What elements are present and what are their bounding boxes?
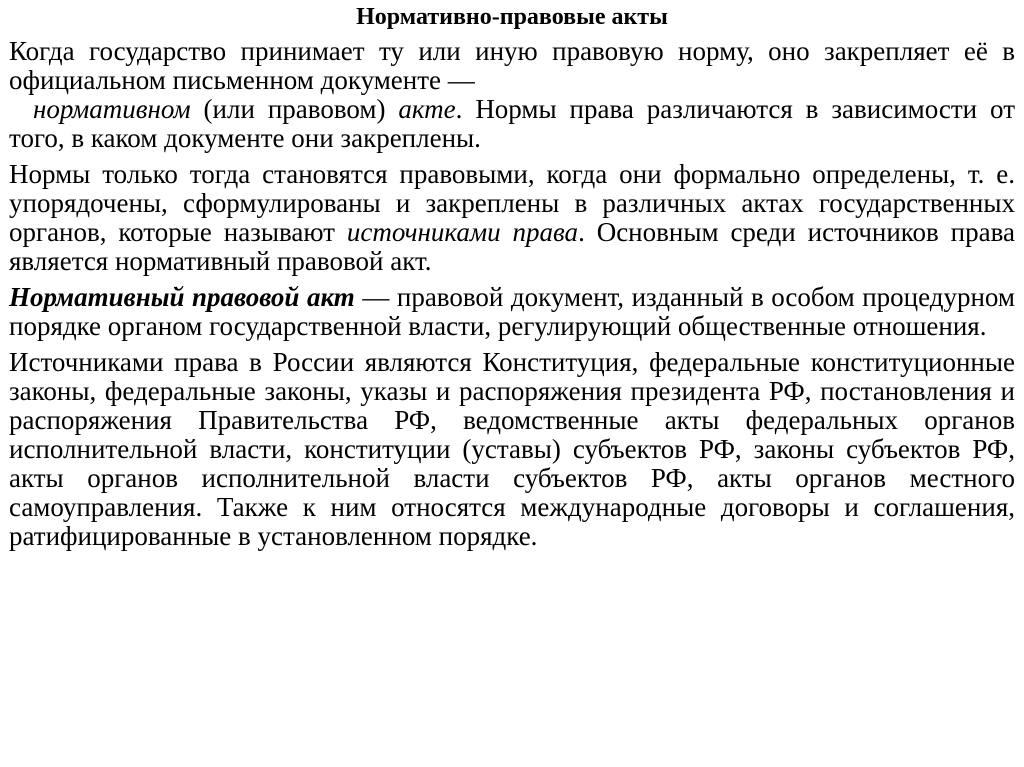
paragraph-1 <box>9 37 1015 153</box>
p2-end: . Основным среди источников права является нормативный правовой акт. <box>9 217 1015 276</box>
p1-line1: Когда государство принимает ту или иную правовую норму, оно закрепляет её в официальном письменном документе — <box>9 36 1015 95</box>
p3-rest: — правовой документ, изданный в особом процедурном порядке органом государственной власти, регулирующий общественные отношения. <box>9 282 1016 341</box>
paragraph-3 <box>9 283 1015 341</box>
p1-term-normative: нормативном <box>33 94 191 124</box>
paragraph-2 <box>9 160 1015 276</box>
p2-term-sources: источниками права <box>346 217 579 247</box>
p1-mid: (или правовом) <box>203 94 386 124</box>
p1-term-act: акте <box>398 94 456 124</box>
paragraph-4 <box>9 348 1015 551</box>
p1-indent <box>9 94 33 124</box>
p3-term-definition: Нормативный правовой акт <box>9 282 355 312</box>
p1-rest: . Нормы права различаются в зависимости от того, в каком документе они закреплены. <box>9 94 1015 153</box>
page-title: Нормативно-правовые акты <box>356 4 668 30</box>
p2-start: Нормы только тогда становятся правовыми, когда они формально определены, т. е. упорядочены, сформулированы и закреплены в различных актах государственных органов, которые называют <box>9 159 1015 247</box>
p4-text: Источниками права в России являются Конституция, федеральные конституционные законы, федеральные законы, указы и распоряжения президента РФ, постановления и распоряжения Правительства РФ, ведомственные акты федеральных органов исполнительной власти, конституции (уставы) субъектов РФ, законы субъектов РФ, акты органов исполнительной власти субъектов РФ, акты органов местного самоуправления. Также к ним относятся международные договоры и соглашения, ратифицированные в установленном порядке. <box>9 347 1015 551</box>
